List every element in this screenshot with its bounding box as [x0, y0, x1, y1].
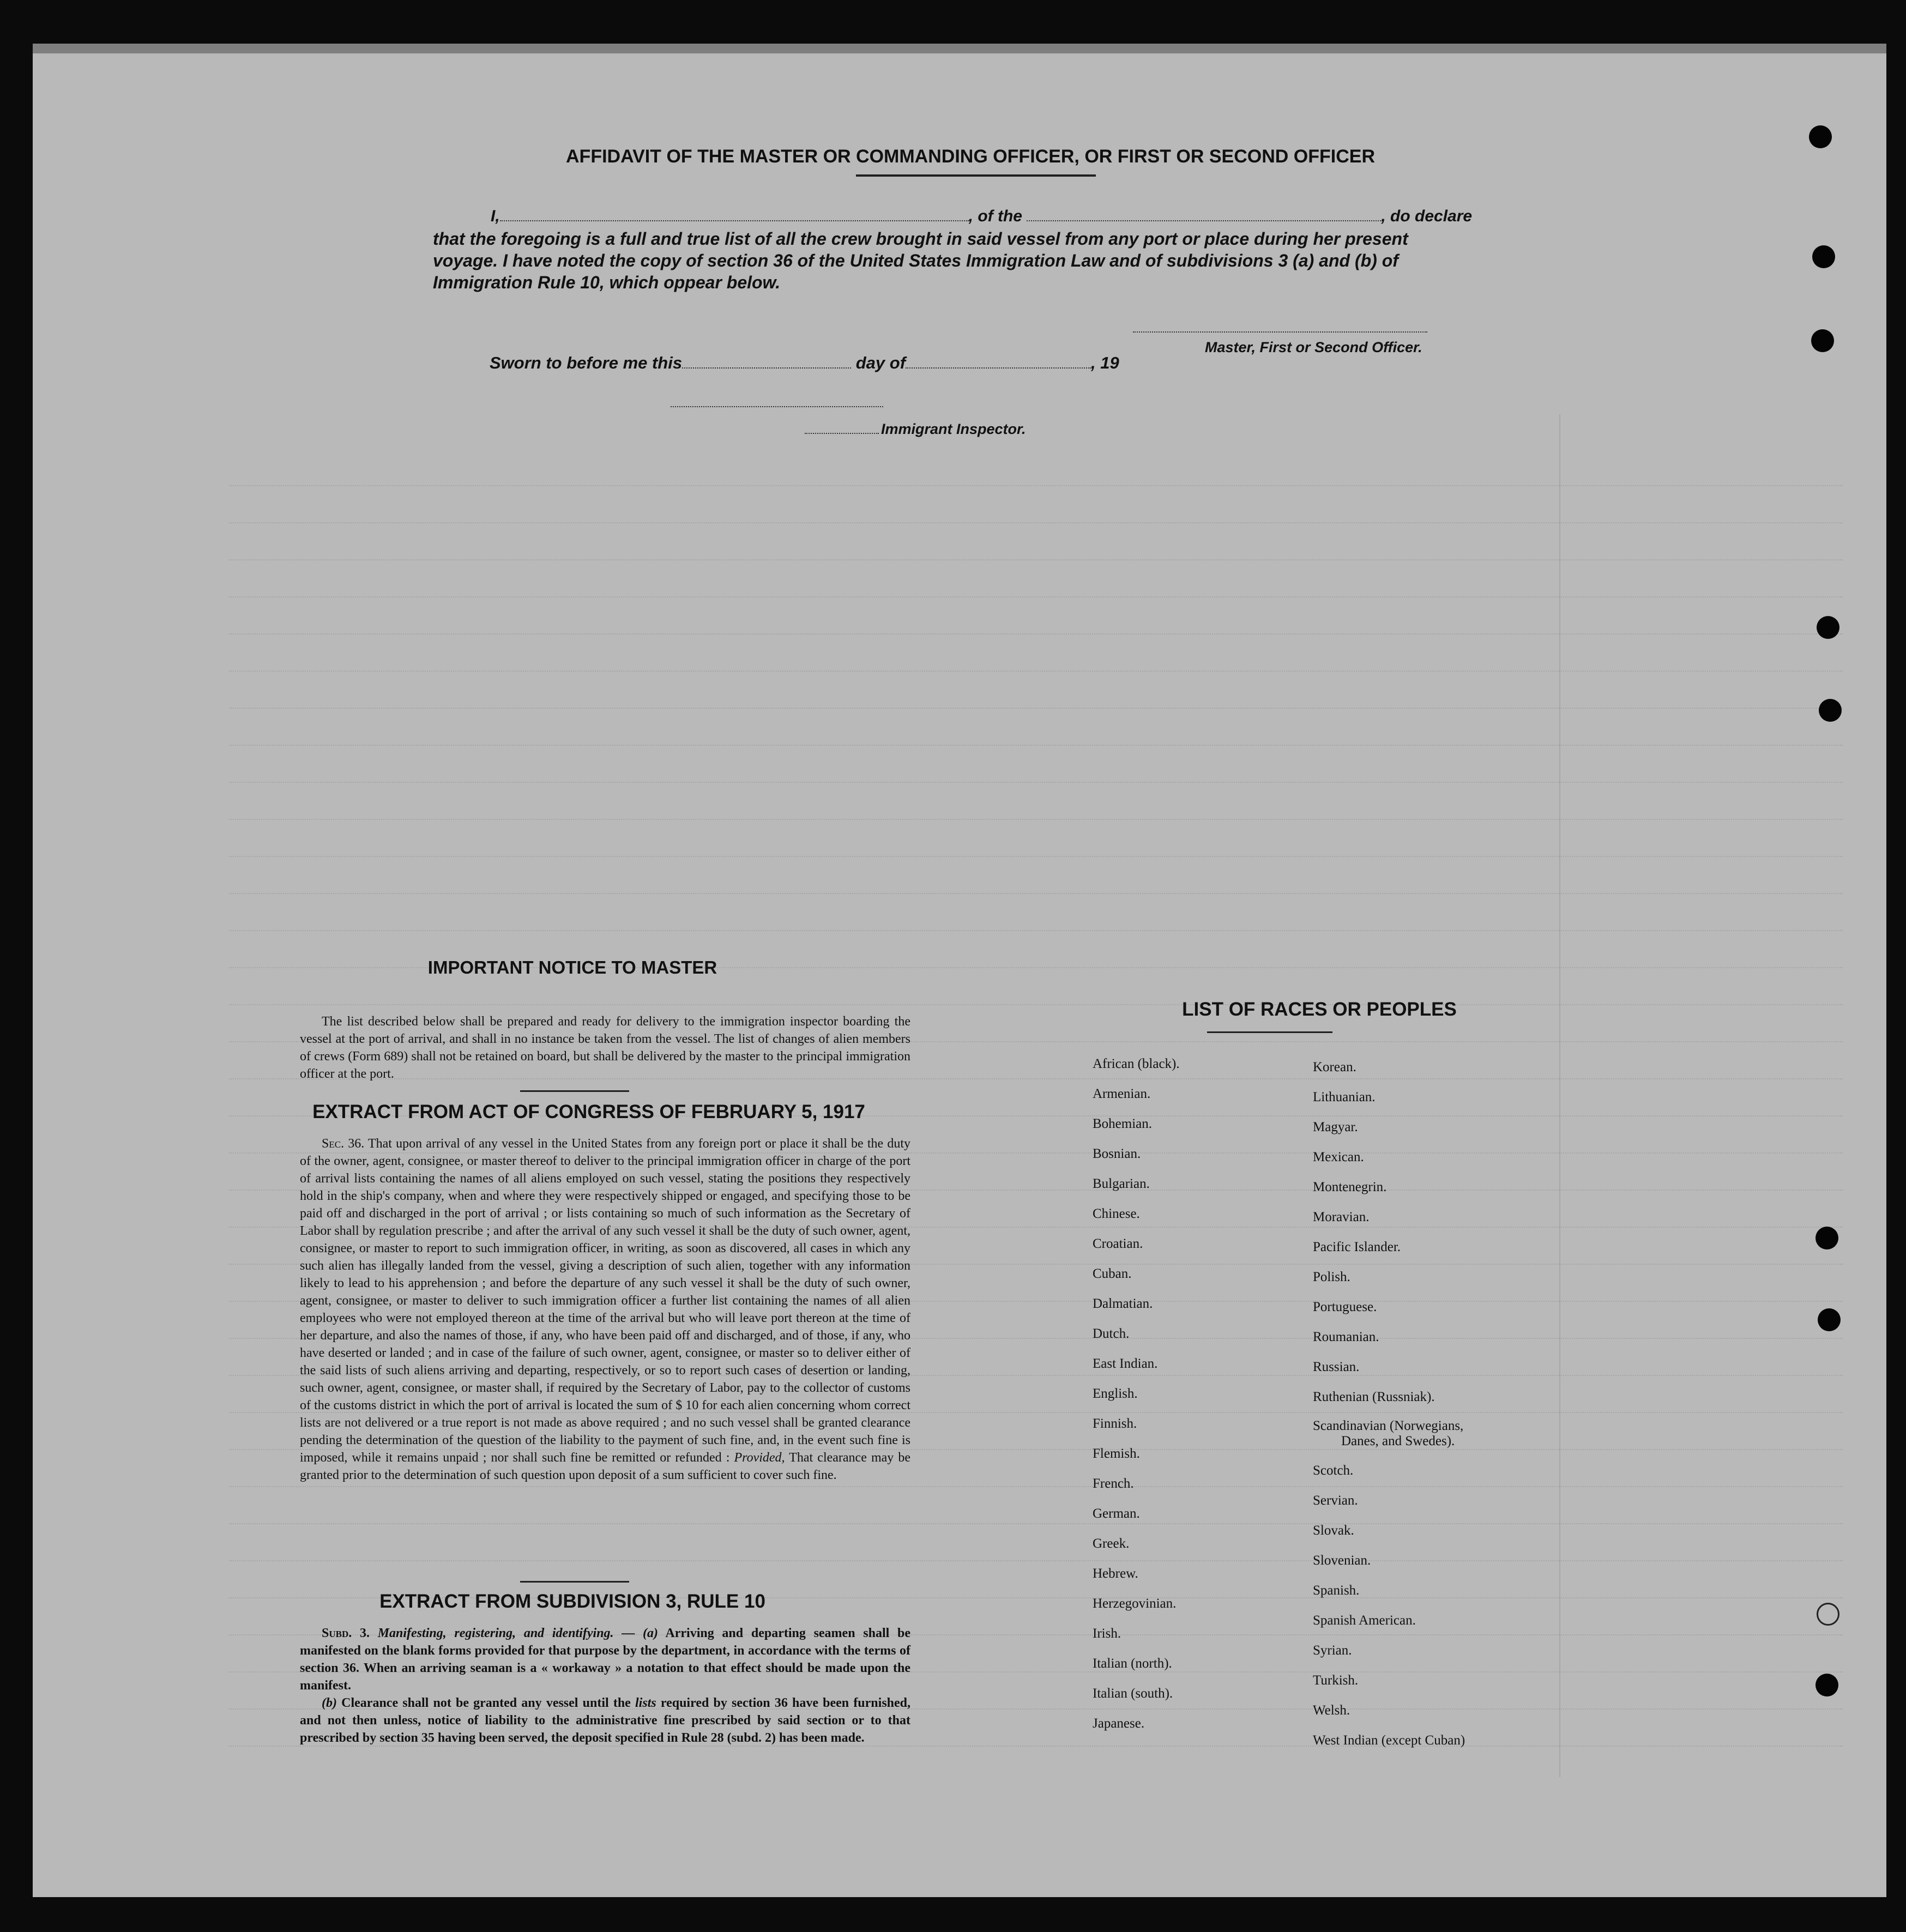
binder-hole-icon	[1812, 245, 1835, 268]
race-left-item: Italian (north).	[1093, 1656, 1172, 1671]
binder-hole-icon	[1815, 1227, 1838, 1249]
sworn-month-blank	[906, 367, 1091, 369]
race-left-item: English.	[1093, 1386, 1138, 1401]
race-left-item: Armenian.	[1093, 1086, 1151, 1101]
race-right-item: Magyar.	[1313, 1120, 1358, 1134]
binder-hole-icon	[1811, 329, 1834, 352]
race-right-item: Welsh.	[1313, 1703, 1350, 1718]
race-right-item: West Indian (except Cuban)	[1313, 1733, 1465, 1748]
race-left-item: African (black).	[1093, 1056, 1180, 1071]
inspector-label: Immigrant Inspector.	[881, 421, 1026, 437]
race-right-item: Polish.	[1313, 1270, 1350, 1284]
affidavit-line-4: Immigration Rule 10, which oppear below.	[433, 273, 781, 292]
affidavit-line-1: I, , of the , do declare	[491, 207, 1473, 225]
race-right-item: Servian.	[1313, 1493, 1358, 1508]
rule-text: Subd. 3. Manifesting, registering, and identifying. — (a) Arriving and departing seamen shall be manifested on the blank forms provided for that purpose by the department, in accordance with the terms of section 36. When an arriving seaman is a « workaway » a notation to that effect should be made upon the manifest. (b) Clearance shall not be granted any vessel until the lists required by section 36 have been furnished, and not then unless, notice of liability to the administrative fine prescribed by said section or to that prescribed by section 35 having been served, the deposit specified in Rule 28 (subd. 2) has been made.	[300, 1626, 911, 1745]
race-right-item: Spanish American.	[1313, 1613, 1416, 1628]
act-title: EXTRACT FROM ACT OF CONGRESS OF FEBRUARY 5, 1917	[312, 1101, 865, 1122]
race-left-item: Croatian.	[1093, 1236, 1143, 1251]
race-right-item: Korean.	[1313, 1060, 1356, 1074]
notice-rule	[520, 1090, 629, 1092]
race-left-item: Hebrew.	[1093, 1566, 1138, 1581]
race-left-item: Herzegovinian.	[1093, 1596, 1177, 1611]
race-right-item: Danes, and Swedes).	[1341, 1434, 1455, 1448]
sworn-day-blank	[682, 367, 851, 369]
binder-hole-icon	[1817, 616, 1839, 639]
race-left-item: Greek.	[1093, 1536, 1130, 1551]
race-right-item: Lithuanian.	[1313, 1090, 1376, 1104]
race-right-item: Scandinavian (Norwegians,	[1313, 1418, 1464, 1433]
race-right-item: Mexican.	[1313, 1150, 1364, 1164]
race-right-item: Portuguese.	[1313, 1300, 1377, 1314]
notice-text: The list described below shall be prepared and ready for delivery to the immigration inspector boarding the vessel at the port of arrival, and shall in no instance be taken from the vessel. The list of changes of alien members of crews (Form 689) shall not be retained on board, but shall be delivered by the master to the principal immigration officer at the port.	[300, 1015, 910, 1081]
race-left-item: Cuban.	[1093, 1266, 1132, 1281]
race-left-item: Finnish.	[1093, 1416, 1137, 1431]
affidavit-line-3: voyage. I have noted the copy of section 36 of the United States Immigration Law and of subdivisions 3 (a) and (b) of	[433, 251, 1398, 270]
act-rule	[520, 1581, 629, 1583]
race-left-item: Bohemian.	[1093, 1116, 1153, 1131]
binder-hole-icon	[1815, 1674, 1838, 1696]
affidavit-line-2: that the foregoing is a full and true list of all the crew brought in said vessel from any port or place during her present	[433, 229, 1408, 249]
vessel-blank	[1027, 220, 1381, 221]
race-left-item: Japanese.	[1093, 1716, 1145, 1731]
race-right-item: Pacific Islander.	[1313, 1240, 1401, 1254]
race-left-item: Chinese.	[1093, 1206, 1140, 1221]
race-right-item: Spanish.	[1313, 1583, 1360, 1598]
race-left-item: Irish.	[1093, 1626, 1121, 1641]
race-right-item: Syrian.	[1313, 1643, 1352, 1658]
notice-title: IMPORTANT NOTICE TO MASTER	[427, 957, 717, 977]
race-right-item: Montenegrin.	[1313, 1180, 1387, 1194]
race-left-item: East Indian.	[1093, 1356, 1158, 1371]
race-left-item: Flemish.	[1093, 1446, 1140, 1461]
binder-hole-icon	[1817, 1603, 1839, 1626]
race-left-item: Dalmatian.	[1093, 1296, 1153, 1311]
race-right-item: Moravian.	[1313, 1210, 1370, 1224]
name-blank	[500, 220, 969, 221]
race-right-item: Slovenian.	[1313, 1553, 1371, 1568]
race-right-item: Scotch.	[1313, 1463, 1354, 1478]
race-left-item: Bosnian.	[1093, 1146, 1141, 1161]
inspector-signature-line-1	[671, 406, 883, 407]
document-page	[33, 44, 1886, 1897]
affidavit-title: AFFIDAVIT OF THE MASTER OR COMMANDING OFFICER, OR FIRST OR SECOND OFFICER	[566, 146, 1375, 167]
races-title: LIST OF RACES OR PEOPLES	[1182, 999, 1457, 1020]
race-right-item: Russian.	[1313, 1360, 1360, 1374]
race-right-item: Ruthenian (Russniak).	[1313, 1390, 1435, 1404]
binder-hole-icon	[1818, 1308, 1841, 1331]
race-left-item: French.	[1093, 1476, 1134, 1491]
act-text: Sec. 36. That upon arrival of any vessel in the United States from any foreign port or place it shall be the duty of the owner, agent, consignee, or master thereof to deliver to the principal immigration officer in charge of the port of arrival lists containing the names of all aliens employed on such vessel, stating the positions they respectively hold in the ship's company, when and where they were respectively shipped or engaged, and specifying those to be paid off and discharged in the port of arrival ; or lists containing so much of such information as the Secretary of Labor shall by regulation prescribe ; and after the arrival of any such vessel it shall be the duty of such owner, agent, consignee, or master to report to such immigration officer, in writing, as soon as discovered, all cases in which any such alien has illegally landed from the vessel, giving a description of such alien, together with any information likely to lead to his apprehension ; and before the departure of any such vessel it shall be the duty of such owner, agent, consignee, or master to deliver to such immigration officer a further list containing the names of all alien employees who were not employed thereon at the time of the arrival but who will leave port thereon at the time of her departure, and also the names of those, if any, who have been paid off and discharged, and of those, if any, who have deserted or landed ; and in case of the failure of such owner, agent, consignee, or master so to deliver either of the said lists of such aliens arriving and departing, respectively, or so to report such cases of desertion or landing, such owner, agent, consignee, or master shall, if required by the Secretary of Labor, pay to the collector of customs of the customs district in which the port of arrival is located the sum of $ 10 for each alien concerning whom correct lists are not delivered or a true report is not made as above required ; and no such vessel shall be granted clearance pending the determination of the question of the liability to the payment of such fine, and, in the event such fine is imposed, while it remains unpaid ; nor shall such fine be remitted or refunded : Provided, That clearance may be granted prior to the determination of such question upon deposit of a sum sufficient to cover such fine.	[300, 1137, 911, 1482]
races-rule	[1207, 1031, 1332, 1033]
race-right-item: Slovak.	[1313, 1523, 1354, 1538]
race-left-item: Dutch.	[1093, 1326, 1130, 1341]
inspector-signature-line-2	[805, 433, 879, 434]
race-left-item: Italian (south).	[1093, 1686, 1173, 1701]
race-left-item: German.	[1093, 1506, 1140, 1521]
master-signature-label: Master, First or Second Officer.	[1205, 339, 1422, 355]
binder-hole-icon	[1819, 699, 1842, 722]
sworn-line: Sworn to before me this day of , 19	[490, 353, 1119, 372]
race-left-item: Bulgarian.	[1093, 1176, 1150, 1191]
binder-hole-icon	[1809, 125, 1832, 148]
rule-title: EXTRACT FROM SUBDIVISION 3, RULE 10	[379, 1591, 765, 1612]
affidavit-title-rule	[856, 174, 1096, 177]
race-right-item: Roumanian.	[1313, 1330, 1379, 1344]
race-right-item: Turkish.	[1313, 1673, 1359, 1688]
master-signature-line	[1133, 331, 1427, 333]
